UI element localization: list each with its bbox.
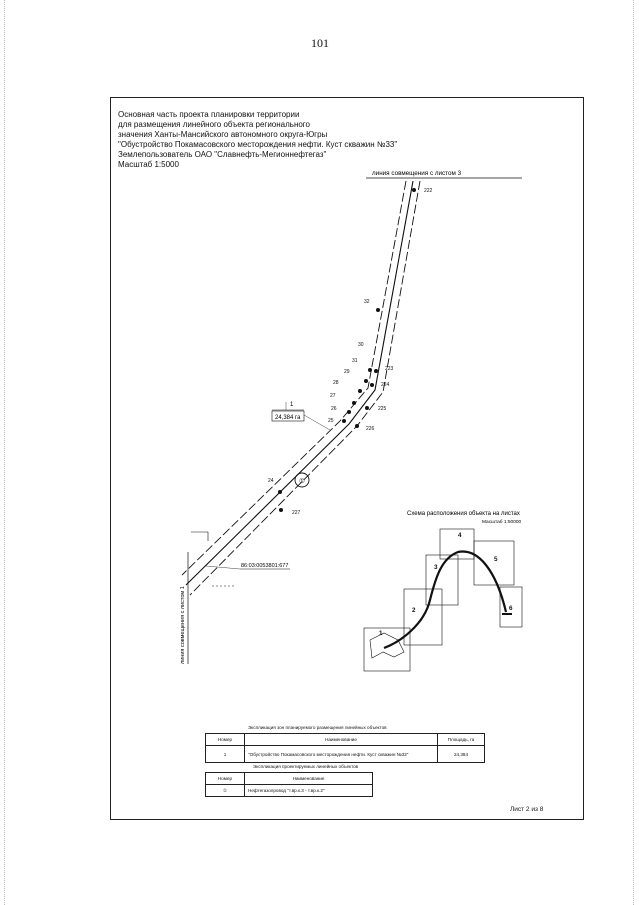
- point-226: [355, 424, 359, 428]
- table1-caption: Экспликация зон планируемого размещения линейных объектов: [248, 725, 387, 730]
- point-28: [358, 389, 362, 393]
- label-point-32: 32: [364, 299, 370, 305]
- sheet-label: Лист 2 из 8: [510, 806, 544, 813]
- table1-header-number: Номер: [206, 734, 245, 746]
- table2-cell-name: Нефтегазопровод "т.вр.к.3 - т.вр.к.2": [245, 785, 373, 797]
- cadastral-number: 86:03:0053801:677: [241, 563, 289, 569]
- point-223: [374, 369, 378, 373]
- table2: [205, 772, 373, 797]
- point-32: [376, 308, 380, 312]
- parcel-bracket: [191, 532, 208, 541]
- point-25: [342, 419, 346, 423]
- label-point-26: 26: [331, 406, 337, 412]
- table1-header-name: Наименование: [245, 734, 438, 746]
- point-224: [370, 383, 374, 387]
- scheme-label-3: 3: [434, 564, 438, 571]
- point-225: [365, 406, 369, 410]
- label-point-28: 28: [333, 380, 339, 386]
- header-line-2: для размещения линейного объекта регионального: [118, 120, 310, 129]
- label-point-30: 30: [358, 342, 364, 348]
- match-line-left-label: линия совмещения с листом 1: [180, 586, 186, 664]
- parcel-number: 1: [290, 402, 294, 408]
- turning-points: [278, 188, 416, 512]
- label-point-226: 226: [366, 426, 375, 432]
- label-point-225: 225: [378, 406, 387, 412]
- table-row: [206, 746, 485, 763]
- label-point-29: 29: [344, 369, 350, 375]
- scheme-label-4: 4: [458, 532, 462, 539]
- label-point-31: 31: [352, 358, 358, 364]
- zone-boundary-right: [190, 181, 420, 595]
- label-point-27: 27: [330, 393, 336, 399]
- header-line-4: "Обустройство Покамасовского месторождения нефти. Куст скважин №33": [118, 140, 398, 149]
- scheme-label-6: 6: [509, 605, 513, 612]
- scheme-sheet-4: [440, 529, 474, 559]
- scheme-sheet-grid: [364, 529, 522, 671]
- table2-header-number: Номер: [206, 773, 245, 785]
- label-point-24: 24: [268, 478, 274, 484]
- table1-header-area: Площадь, га: [438, 734, 485, 746]
- point-227: [279, 508, 283, 512]
- table2-header-name: Наименование: [245, 773, 373, 785]
- point-222: [412, 188, 416, 192]
- header-line-5: Землепользователь ОАО "Славнефть-Мегионнефтегаз": [118, 150, 327, 159]
- point-24: [278, 490, 282, 494]
- scheme-label-5: 5: [494, 556, 498, 563]
- object-marker-label: ①: [299, 478, 305, 485]
- table1: [205, 733, 485, 763]
- point-27: [352, 401, 356, 405]
- label-point-223: 223: [385, 366, 394, 372]
- scheme-parcel-outline: [370, 633, 404, 658]
- header-line-1: Основная часть проекта планировки территории: [118, 110, 300, 119]
- table2-header-row: [206, 773, 373, 785]
- parcel-callout: [272, 402, 330, 430]
- header-line-6: Масштаб 1:5000: [118, 160, 179, 169]
- label-point-222: 222: [424, 188, 433, 194]
- scheme-title: Схема расположения объекта на листах: [407, 511, 520, 517]
- table2-cell-number: ①: [206, 785, 245, 797]
- page-number: 101: [311, 36, 329, 50]
- match-line-top-label: линия совмещения с листом 3: [372, 170, 462, 177]
- parcel-area: 24,384 га: [275, 415, 301, 421]
- label-point-224: 224: [381, 382, 390, 388]
- scheme-label-1: 1: [379, 630, 383, 637]
- table1-cell-number: 1: [206, 746, 245, 763]
- table1-cell-area: 24,384: [438, 746, 485, 763]
- point-31: [368, 368, 372, 372]
- label-point-227: 227: [292, 510, 301, 516]
- point-29: [364, 379, 368, 383]
- table-row: [206, 785, 373, 797]
- scheme-route: [384, 552, 506, 648]
- pipeline-centerline: [186, 181, 413, 585]
- table2-caption: Экспликация проектируемых линейных объектов: [253, 764, 359, 769]
- table1-header-row: [206, 734, 485, 746]
- header-line-3: значения Ханты-Мансийского автономного округа-Югры: [118, 130, 328, 139]
- scheme-scale: Масштаб 1:50000: [482, 520, 522, 525]
- table1-cell-name: "Обустройство Покамасовского месторождения нефти. Куст скважин №33": [245, 746, 438, 763]
- point-26: [347, 410, 351, 414]
- scheme-label-2: 2: [412, 607, 416, 614]
- label-point-25: 25: [328, 418, 334, 424]
